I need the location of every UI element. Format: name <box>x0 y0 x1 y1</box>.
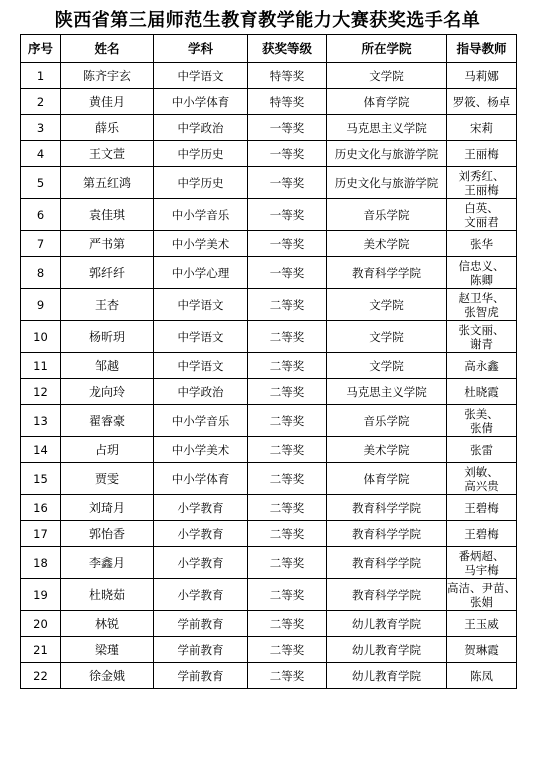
teacher-name: 贺琳霞 <box>464 642 499 657</box>
row-subject-cell: 中小学美术 <box>154 231 248 257</box>
row-no-cell: 6 <box>21 199 61 231</box>
teacher-name: 王碧梅 <box>464 500 499 515</box>
row-subject-cell: 小学教育 <box>154 579 248 611</box>
row-teacher-cell <box>447 405 517 437</box>
row-teacher-cell <box>447 521 517 547</box>
teacher-name: 张倩 <box>470 420 493 435</box>
row-name-cell: 刘琦月 <box>61 495 154 521</box>
teacher-name: 王碧梅 <box>464 526 499 541</box>
row-college-cell: 历史文化与旅游学院 <box>327 167 447 199</box>
row-subject-cell: 中学历史 <box>154 141 248 167</box>
teacher-name: 罗筱、杨卓 <box>452 94 511 109</box>
row-teacher-cell <box>447 637 517 663</box>
row-award-cell: 二等奖 <box>248 379 327 405</box>
table-row <box>21 463 517 495</box>
row-subject-cell: 中小学美术 <box>154 437 248 463</box>
row-award-cell: 二等奖 <box>248 495 327 521</box>
row-award-cell: 特等奖 <box>248 63 327 89</box>
teacher-name: 王丽梅 <box>464 182 499 197</box>
table-row <box>21 637 517 663</box>
row-no-cell: 22 <box>21 663 61 689</box>
row-award-cell: 一等奖 <box>248 141 327 167</box>
row-no-cell: 21 <box>21 637 61 663</box>
row-subject-cell: 小学教育 <box>154 495 248 521</box>
table-row <box>21 115 517 141</box>
row-no-cell: 4 <box>21 141 61 167</box>
teacher-name: 赵卫华、 <box>458 290 505 305</box>
row-college-cell: 文学院 <box>327 321 447 353</box>
row-college-cell: 教育科学学院 <box>327 257 447 289</box>
row-name-cell: 薛乐 <box>61 115 154 141</box>
row-teacher-cell <box>447 463 517 495</box>
teacher-name: 番炳超、 <box>458 548 505 563</box>
row-award-cell: 二等奖 <box>248 289 327 321</box>
row-name-cell: 郭怡香 <box>61 521 154 547</box>
row-no-cell: 1 <box>21 63 61 89</box>
row-name-cell: 李鑫月 <box>61 547 154 579</box>
teacher-name: 高兴贵 <box>464 478 499 493</box>
row-award-cell: 二等奖 <box>248 321 327 353</box>
row-award-cell: 二等奖 <box>248 579 327 611</box>
row-subject-cell: 中学语文 <box>154 321 248 353</box>
row-college-cell: 幼儿教育学院 <box>327 611 447 637</box>
row-name-cell: 王杏 <box>61 289 154 321</box>
row-no-cell: 10 <box>21 321 61 353</box>
teacher-name: 宋莉 <box>470 120 493 135</box>
row-award-cell: 二等奖 <box>248 521 327 547</box>
row-name-cell: 陈齐宇玄 <box>61 63 154 89</box>
row-name-cell: 王文萱 <box>61 141 154 167</box>
row-award-cell: 二等奖 <box>248 663 327 689</box>
row-name-cell: 郭纤纤 <box>61 257 154 289</box>
row-college-cell: 体育学院 <box>327 463 447 495</box>
row-no-cell: 8 <box>21 257 61 289</box>
row-name-cell: 第五红鸿 <box>61 167 154 199</box>
table-row <box>21 495 517 521</box>
teacher-name: 陈凤 <box>470 668 493 683</box>
teacher-name: 王丽梅 <box>464 146 499 161</box>
row-teacher-cell <box>447 199 517 231</box>
row-award-cell: 二等奖 <box>248 463 327 495</box>
row-teacher-cell <box>447 89 517 115</box>
row-award-cell: 一等奖 <box>248 167 327 199</box>
row-subject-cell: 中学语文 <box>154 353 248 379</box>
teacher-name: 马莉娜 <box>464 68 499 83</box>
row-name-cell: 严书第 <box>61 231 154 257</box>
row-teacher-cell <box>447 141 517 167</box>
row-subject-cell: 中小学音乐 <box>154 405 248 437</box>
row-no-cell: 9 <box>21 289 61 321</box>
header-teacher: 指导教师 <box>447 35 517 63</box>
row-no-cell: 20 <box>21 611 61 637</box>
row-award-cell: 二等奖 <box>248 405 327 437</box>
teacher-name: 张美、 <box>464 406 499 421</box>
row-no-cell: 13 <box>21 405 61 437</box>
table-row <box>21 321 517 353</box>
row-name-cell: 贾雯 <box>61 463 154 495</box>
row-teacher-cell <box>447 115 517 141</box>
row-college-cell: 音乐学院 <box>327 405 447 437</box>
row-subject-cell: 中小学音乐 <box>154 199 248 231</box>
row-no-cell: 12 <box>21 379 61 405</box>
teacher-name: 刘秀红、 <box>458 168 505 183</box>
row-subject-cell: 小学教育 <box>154 521 248 547</box>
table-row <box>21 405 517 437</box>
row-subject-cell: 学前教育 <box>154 611 248 637</box>
row-no-cell: 5 <box>21 167 61 199</box>
header-no: 序号 <box>21 35 61 63</box>
row-subject-cell: 中学政治 <box>154 379 248 405</box>
row-subject-cell: 中学历史 <box>154 167 248 199</box>
row-subject-cell: 中学语文 <box>154 63 248 89</box>
table-row <box>21 167 517 199</box>
row-subject-cell: 小学教育 <box>154 547 248 579</box>
row-no-cell: 18 <box>21 547 61 579</box>
row-name-cell: 占玥 <box>61 437 154 463</box>
row-college-cell: 文学院 <box>327 63 447 89</box>
teacher-name: 高永鑫 <box>464 358 499 373</box>
header-award: 获奖等级 <box>248 35 327 63</box>
row-college-cell: 文学院 <box>327 353 447 379</box>
teacher-name: 张文丽、 <box>458 322 505 337</box>
row-name-cell: 翟睿豪 <box>61 405 154 437</box>
row-name-cell: 梁瑾 <box>61 637 154 663</box>
teacher-name: 杜晓霞 <box>464 384 499 399</box>
row-teacher-cell <box>447 167 517 199</box>
table-row <box>21 199 517 231</box>
row-college-cell: 幼儿教育学院 <box>327 663 447 689</box>
row-subject-cell: 中小学心理 <box>154 257 248 289</box>
table-row <box>21 611 517 637</box>
row-college-cell: 马克思主义学院 <box>327 379 447 405</box>
table-row <box>21 257 517 289</box>
table-header-row <box>21 35 517 63</box>
row-name-cell: 邹越 <box>61 353 154 379</box>
row-award-cell: 二等奖 <box>248 437 327 463</box>
row-college-cell: 音乐学院 <box>327 199 447 231</box>
teacher-name: 张娟 <box>470 594 493 609</box>
row-teacher-cell <box>447 353 517 379</box>
teacher-name: 王玉威 <box>464 616 499 631</box>
teacher-name: 刘敏、 <box>464 464 499 479</box>
row-name-cell: 袁佳琪 <box>61 199 154 231</box>
row-name-cell: 徐金娥 <box>61 663 154 689</box>
table-row <box>21 63 517 89</box>
row-subject-cell: 中小学体育 <box>154 463 248 495</box>
row-subject-cell: 学前教育 <box>154 663 248 689</box>
teacher-name: 马宇梅 <box>464 562 499 577</box>
winners-table <box>20 34 517 689</box>
header-college: 所在学院 <box>327 35 447 63</box>
row-college-cell: 教育科学学院 <box>327 579 447 611</box>
table-row <box>21 663 517 689</box>
table-row <box>21 141 517 167</box>
teacher-name: 文丽君 <box>464 214 499 229</box>
table-row <box>21 89 517 115</box>
table-row <box>21 579 517 611</box>
row-award-cell: 二等奖 <box>248 637 327 663</box>
row-subject-cell: 学前教育 <box>154 637 248 663</box>
row-college-cell: 体育学院 <box>327 89 447 115</box>
row-college-cell: 幼儿教育学院 <box>327 637 447 663</box>
row-teacher-cell <box>447 289 517 321</box>
row-subject-cell: 中学语文 <box>154 289 248 321</box>
row-award-cell: 一等奖 <box>248 231 327 257</box>
table-body <box>21 63 517 689</box>
teacher-name: 高洁、尹苗、 <box>447 580 516 595</box>
header-name: 姓名 <box>61 35 154 63</box>
row-college-cell: 教育科学学院 <box>327 547 447 579</box>
row-teacher-cell <box>447 663 517 689</box>
row-no-cell: 16 <box>21 495 61 521</box>
teacher-name: 信忠义、 <box>458 258 505 273</box>
row-award-cell: 二等奖 <box>248 611 327 637</box>
row-teacher-cell <box>447 611 517 637</box>
row-name-cell: 黄佳月 <box>61 89 154 115</box>
row-no-cell: 14 <box>21 437 61 463</box>
row-no-cell: 15 <box>21 463 61 495</box>
row-no-cell: 2 <box>21 89 61 115</box>
row-subject-cell: 中小学体育 <box>154 89 248 115</box>
row-no-cell: 17 <box>21 521 61 547</box>
row-name-cell: 杜晓茹 <box>61 579 154 611</box>
table-row <box>21 547 517 579</box>
row-no-cell: 3 <box>21 115 61 141</box>
row-teacher-cell <box>447 63 517 89</box>
row-teacher-cell <box>447 579 517 611</box>
row-award-cell: 一等奖 <box>248 257 327 289</box>
header-subject: 学科 <box>154 35 248 63</box>
row-teacher-cell <box>447 231 517 257</box>
table-row <box>21 437 517 463</box>
row-name-cell: 林锐 <box>61 611 154 637</box>
row-teacher-cell <box>447 437 517 463</box>
row-college-cell: 马克思主义学院 <box>327 115 447 141</box>
row-name-cell: 杨昕玥 <box>61 321 154 353</box>
row-teacher-cell <box>447 321 517 353</box>
table-row <box>21 353 517 379</box>
row-award-cell: 特等奖 <box>248 89 327 115</box>
row-no-cell: 11 <box>21 353 61 379</box>
table-row <box>21 289 517 321</box>
row-teacher-cell <box>447 495 517 521</box>
row-award-cell: 一等奖 <box>248 115 327 141</box>
row-award-cell: 二等奖 <box>248 353 327 379</box>
row-subject-cell: 中学政治 <box>154 115 248 141</box>
row-college-cell: 美术学院 <box>327 437 447 463</box>
row-award-cell: 二等奖 <box>248 547 327 579</box>
row-teacher-cell <box>447 379 517 405</box>
row-award-cell: 一等奖 <box>248 199 327 231</box>
row-college-cell: 历史文化与旅游学院 <box>327 141 447 167</box>
row-college-cell: 教育科学学院 <box>327 495 447 521</box>
teacher-name: 张智虎 <box>464 304 499 319</box>
row-teacher-cell <box>447 257 517 289</box>
table-row <box>21 379 517 405</box>
row-name-cell: 龙向玲 <box>61 379 154 405</box>
teacher-name: 张华 <box>470 236 493 251</box>
table-row <box>21 521 517 547</box>
row-teacher-cell <box>447 547 517 579</box>
row-college-cell: 教育科学学院 <box>327 521 447 547</box>
table-row <box>21 231 517 257</box>
row-college-cell: 文学院 <box>327 289 447 321</box>
teacher-name: 白英、 <box>464 200 499 215</box>
row-no-cell: 7 <box>21 231 61 257</box>
page-title: 陕西省第三届师范生教育教学能力大赛获奖选手名单 <box>54 10 481 31</box>
teacher-name: 张雷 <box>470 442 493 457</box>
teacher-name: 谢青 <box>470 336 493 351</box>
teacher-name: 陈卿 <box>470 272 493 287</box>
row-no-cell: 19 <box>21 579 61 611</box>
row-college-cell: 美术学院 <box>327 231 447 257</box>
